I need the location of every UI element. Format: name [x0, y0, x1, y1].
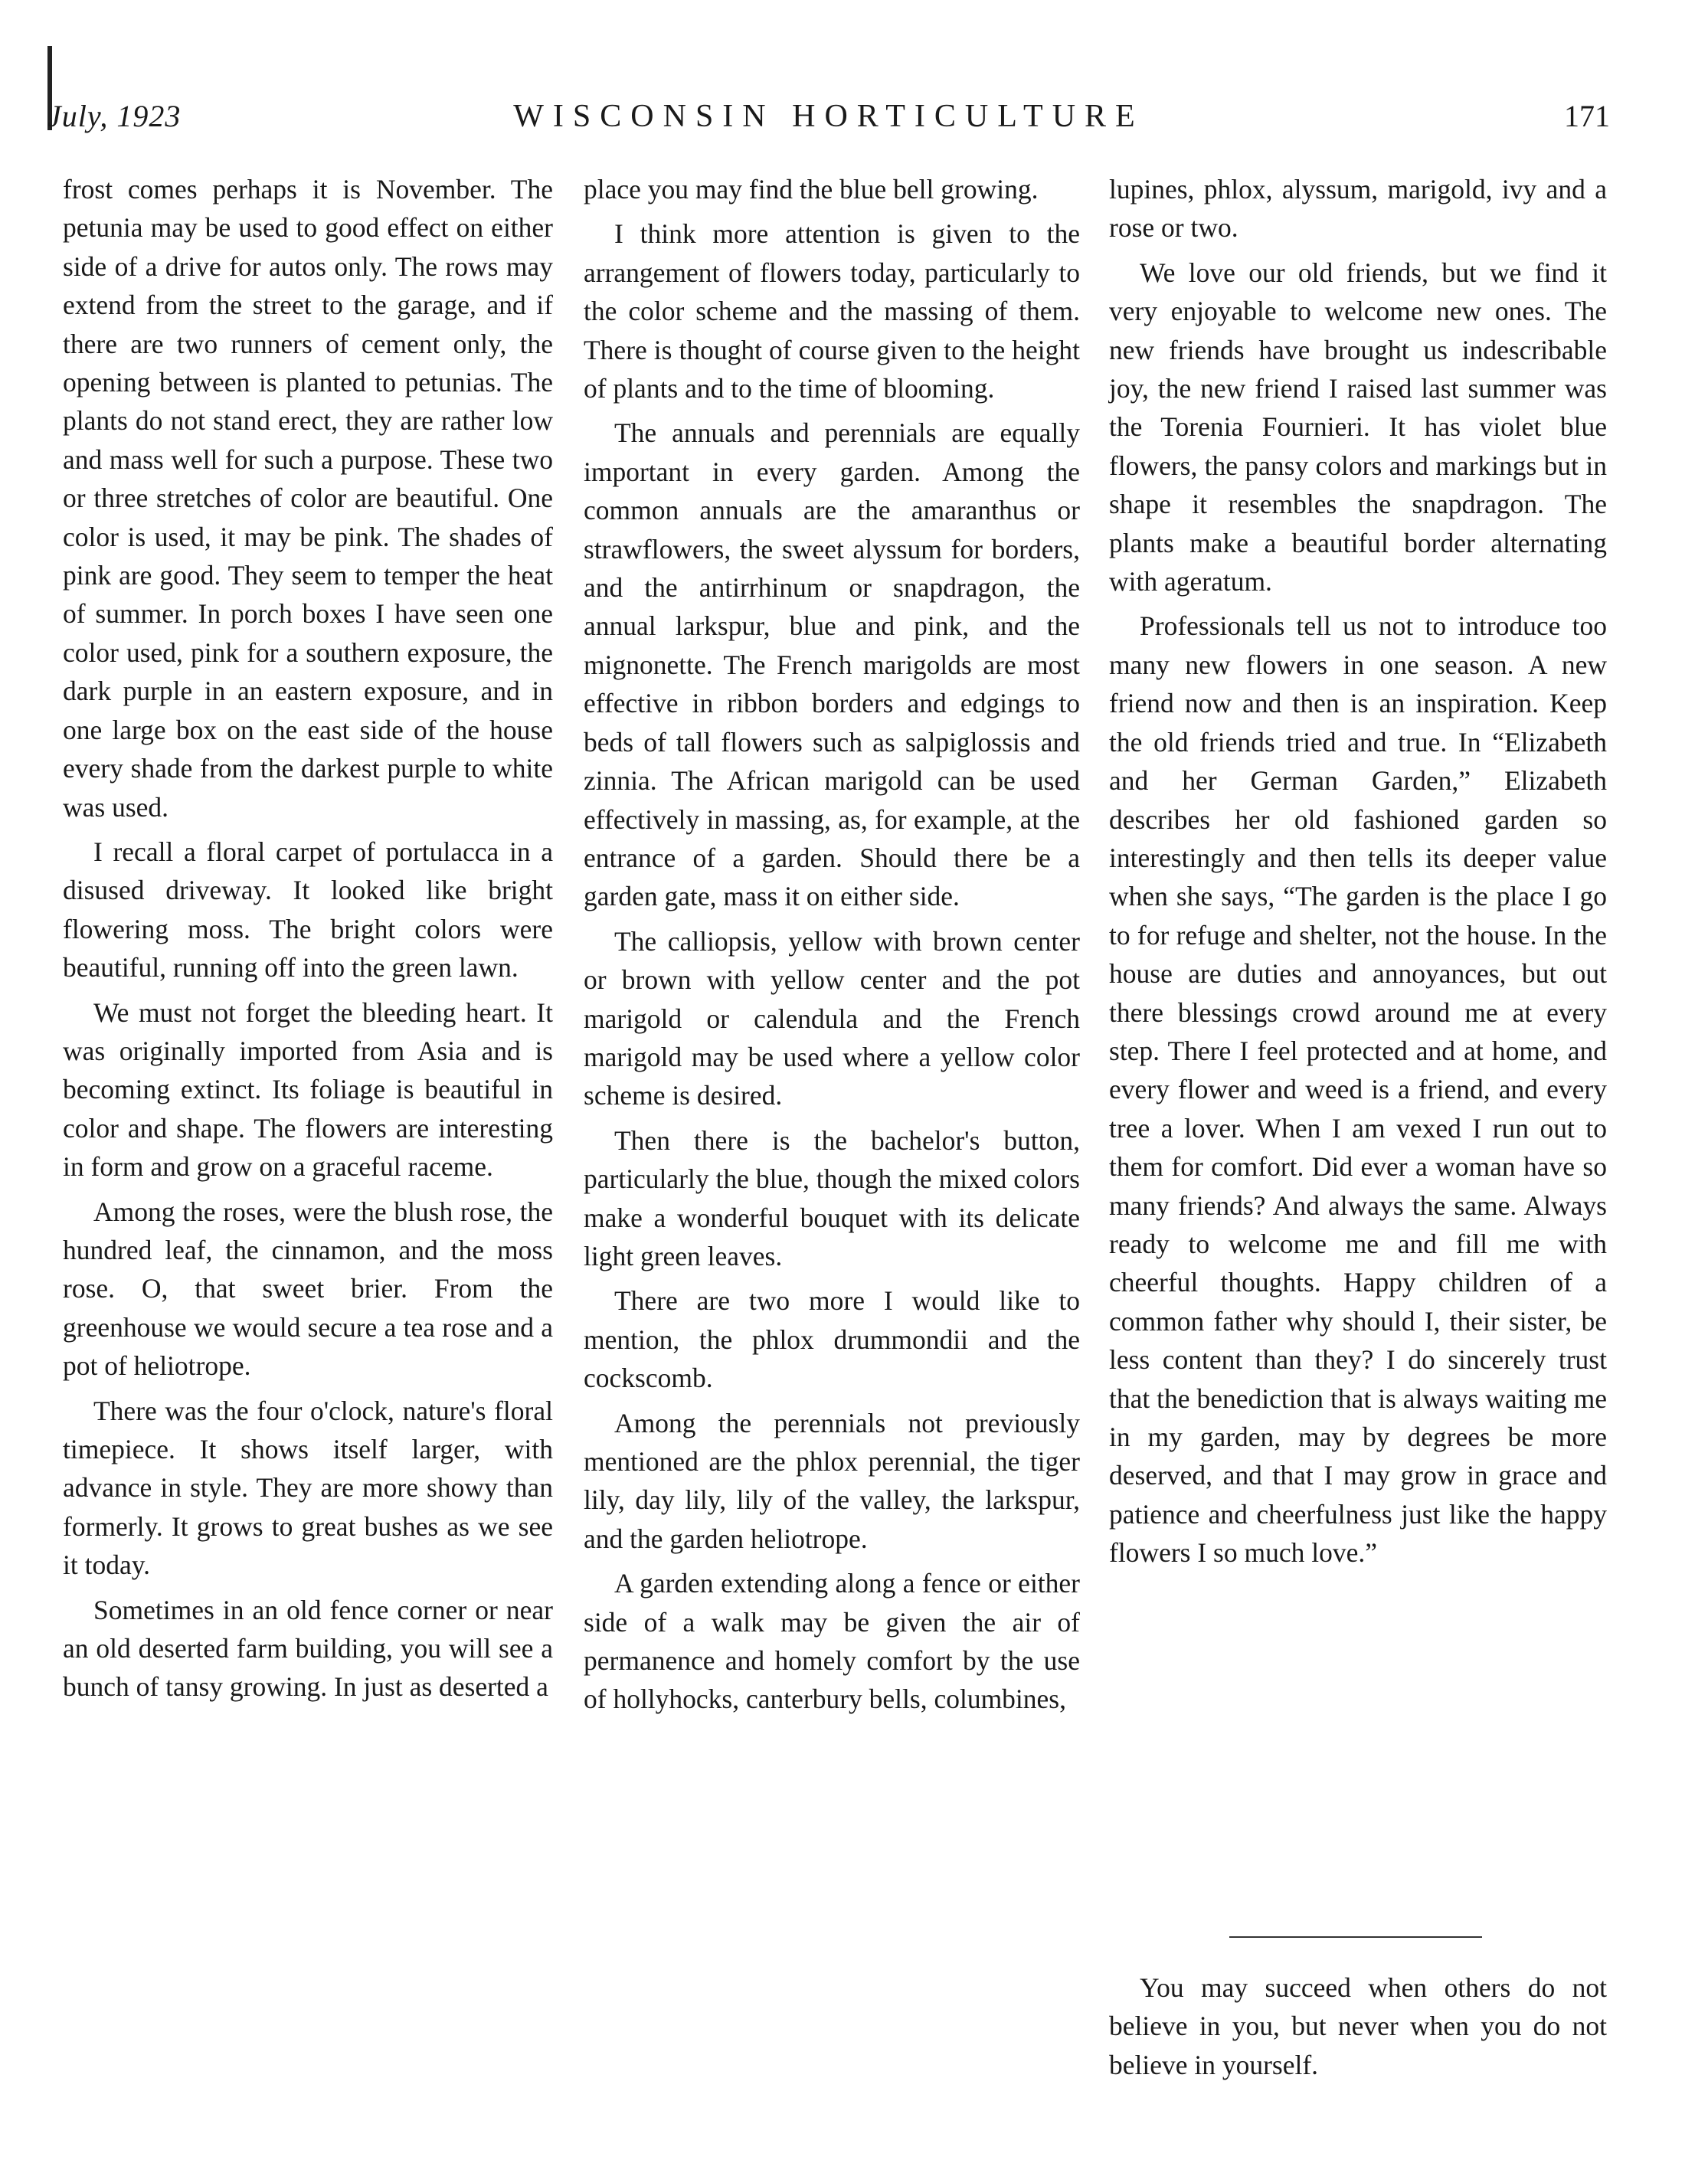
paragraph: I think more attention is given to the arrangement of flowers today, particularly to the color scheme and the massing of them. There is thought of course given to the height of plants and to the time of blooming. [584, 218, 1080, 404]
running-header [47, 98, 1610, 144]
paragraph: frost comes perhaps it is November. The petunia may be used to good effect on either side of a drive for autos only. The rows may extend from the street to the garage, and if there are two runners of cement only, the opening between is planted to petunias. The plants do not stand erect, they are rather low and mass well for such a purpose. These two or three stretches of color are beautiful. One color is used, it may be pink. The shades of pink are good. They seem to temper the heat of summer. In porch boxes I have seen one color used, pink for a southern exposure, the dark purple in an eastern exposure, and in one large box on the east side of the house every shade from the darkest purple to white was used. [63, 174, 553, 823]
text-column-2 [584, 170, 1080, 1719]
paragraph: The annuals and perennials are equally important in every garden. Among the common annuals are the amaranthus or strawflowers, the sweet alyssum for borders, and the antirrhinum or snapdragon, the annual larkspur, blue and pink, and the mignonette. The French marigolds are most effective in ribbon borders and edgings to beds of tall flowers such as salpiglossis and zinnia. The African marigold can be used effectively in massing, as, for example, at the entrance of a garden. Should there be a garden gate, mass it on either side. [584, 417, 1080, 912]
paragraph: place you may find the blue bell growing. [584, 174, 1039, 205]
closing-quote [1109, 1968, 1607, 2084]
paragraph: The calliopsis, yellow with brown center or brown with yellow center and the pot marigold or calendula and the French marigold may be used where a yellow color scheme is desired. [584, 925, 1080, 1111]
page-number: 171 [1564, 99, 1610, 133]
paragraph: Professionals tell us not to introduce too many new flowers in one season. A new friend now and then is an inspiration. Keep the old friends tried and true. In “Elizabeth and her German Garden,” Elizabeth describes her old fashioned garden so interestingly and then tells its deeper value when she says, “The garden is the place I go to for refuge and shelter, not the house. In the house are duties and annoyances, but out there blessings crowd around me at every step. There I feel protected and at home, and every flower and weed is a friend, and every tree a lover. When I am vexed I run out to them for comfort. Did ever a woman have so many friends? And always the same. Always ready to welcome me and fill me with cheerful thoughts. Happy children of a common father why should I, their sister, be less content than they? I do sincerely trust that the benediction that is always waiting me in my garden, may by degrees be more deserved, and that I may grow in grace and patience and cheerfulness just like the happy flowers I so much love.” [1109, 610, 1607, 1569]
paragraph: lupines, phlox, alyssum, marigold, ivy and a rose or two. [1109, 174, 1607, 244]
paragraph: Among the roses, were the blush rose, the hundred leaf, the cinnamon, and the moss rose. O, that sweet brier. From the greenhouse we would secure a tea rose and a pot of heliotrope. [63, 1196, 553, 1382]
section-divider [1229, 1936, 1482, 1938]
paragraph: A garden extending along a fence or either side of a walk may be given the air of permanence and homely comfort by the use of hollyhocks, canterbury bells, columbines, [584, 1568, 1080, 1715]
paragraph: I recall a floral carpet of portulacca in a disused driveway. It looked like bright flowering moss. The bright colors were beautiful, running off into the green lawn. [63, 836, 553, 983]
paragraph: There are two more I would like to mention, the phlox drummondii and the cockscomb. [584, 1285, 1080, 1394]
paragraph: Sometimes in an old fence corner or near an old deserted farm building, you will see a bunch of tansy growing. In just as deserted a [63, 1594, 553, 1703]
paragraph: There was the four o'clock, nature's floral timepiece. It shows itself larger, with advance in style. They are more showy than formerly. It grows to great bushes as we see it today. [63, 1395, 553, 1581]
paragraph: We love our old friends, but we find it very enjoyable to welcome new ones. The new friends have brought us indescribable joy, the new friend I raised last summer was the Torenia Fournieri. It has violet blue flowers, the pansy colors and markings but in shape it resembles the snapdragon. The plants make a beautiful border alternating with ageratum. [1109, 257, 1607, 597]
paragraph: Then there is the bachelor's button, particularly the blue, though the mixed colors make a wonderful bouquet with its delicate light green leaves. [584, 1124, 1080, 1271]
issue-date: July, 1923 [47, 99, 182, 133]
quote-text: You may succeed when others do not believe in you, but never when you do not believe in yourself. [1109, 1972, 1607, 2080]
text-column-1 [63, 170, 553, 1707]
text-column-3 [1109, 170, 1607, 1572]
journal-title: WISCONSIN HORTICULTURE [513, 99, 1144, 134]
paragraph: Among the perennials not previously mentioned are the phlox perennial, the tiger lily, day lily, lily of the valley, the larkspur, and the garden heliotrope. [584, 1407, 1080, 1554]
paragraph: We must not forget the bleeding heart. It was originally imported from Asia and is becoming extinct. Its foliage is beautiful in color and shape. The flowers are interesting in form and grow on a graceful raceme. [63, 996, 553, 1183]
